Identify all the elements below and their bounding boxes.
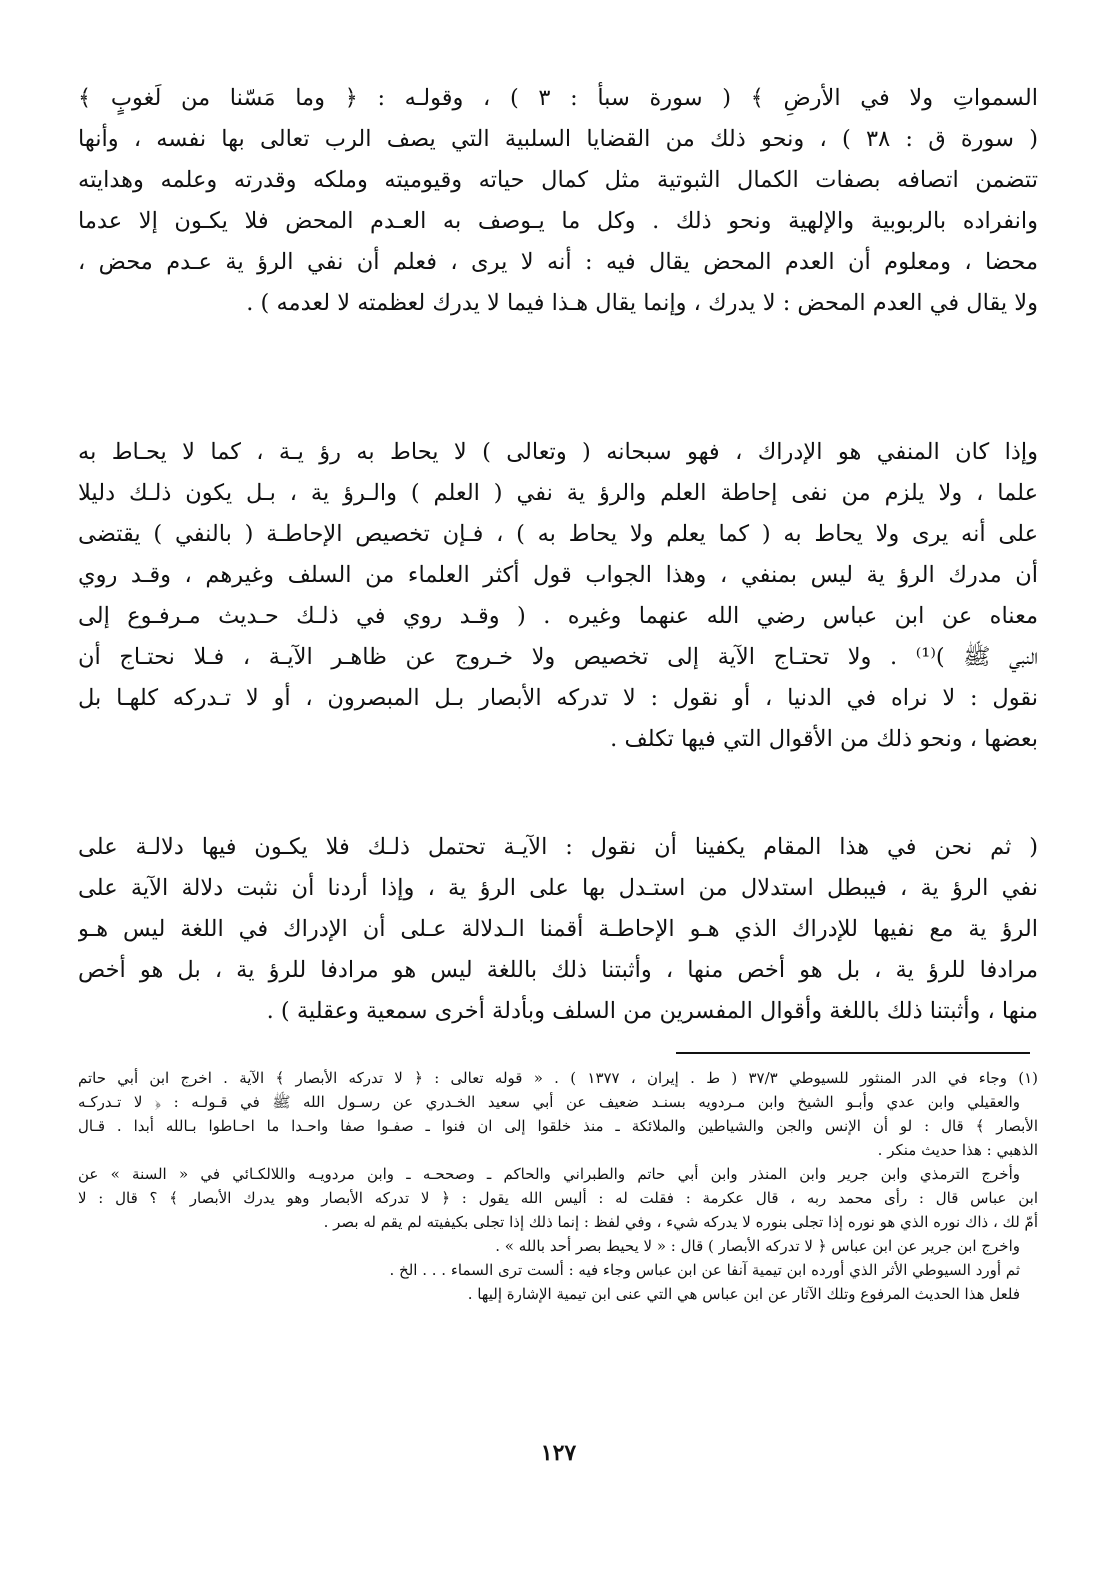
footnote-line: ثم أورد السيوطي الأثر الذي أورده ابن تيمية آنفا عن ابن عباس وجاء فيه : ألست ترى السماء . . . الخ . (389, 1261, 1020, 1279)
paragraph-3 (78, 827, 1038, 1032)
text-line: منها ، وأثبتنا ذلك باللغة وأقوال المفسرين من السلف وبأدلة أخرى سمعية وعقلية ) . (266, 998, 1038, 1024)
text-line: الرؤ ية مع نفيها للإدراك الذي هـو الإحاطـة أقمنا الـدلالة عـلى أن الإدراك في اللغة ليس هـو (78, 916, 1038, 942)
footnote-line: وأخرج الترمذي وابن جرير وابن المنذر وابن أبي حاتم والطبراني والحاكم ـ وصححـه ـ وابن مردويـه واللالكـائي في « السنة » عن (78, 1165, 1020, 1183)
footnote-line: أمّ لك ، ذاك نوره الذي هو نوره إذا تجلى بنوره لا يدركه شيء ، وفي لفظ : إنما ذلك إذا تجلى بكيفيته لم يقم له بصر . (323, 1213, 1038, 1231)
footnote-line: فلعل هذا الحديث المرفوع وتلك الآثار عن ابن عباس هي التي عنى ابن تيمية الإشارة إليها . (467, 1285, 1020, 1303)
footnote-line: الأبصار ﴾ قال : لو أن الإنس والجن والشياطين والملائكة ـ منذ خلقوا إلى ان فنوا ـ صفـوا صفا واحـدا ما احـاطوا بـالله أبدا . قـال (78, 1117, 1038, 1135)
text-line: السمواتِ ولا في الأرضِ ﴾ ( سورة سبأ : ٣ ) ، وقولـه : ﴿ وما مَسّنا من لَغوبٍ ﴾ (78, 85, 1038, 111)
footnote-line: واخرج ابن جرير عن ابن عباس ﴿ لا تدركه الأبصار ) قال : « لا يحيط بصر أحد بالله » . (495, 1237, 1020, 1255)
text-line: نفي الرؤ ية ، فيبطل استدلال من استـدل بها على الرؤ ية ، وإذا أردنا أن نثبت دلالة الآية على (78, 875, 1038, 901)
footnote-divider (676, 1052, 1030, 1054)
text-line: ولا يقال في العدم المحض : لا يدرك ، وإنما يقال هـذا فيما لا يدرك لعظمته لا لعدمه ) . (246, 290, 1038, 316)
footnotes (78, 1066, 1038, 1306)
text-line: أن مدرك الرؤ ية ليس بمنفي ، وهذا الجواب قول أكثر العلماء من السلف وغيرهم ، وقـد روي (78, 562, 1038, 588)
footnote-line: والعقيلي وابن عدي وأبـو الشيخ وابن مـردويه بسنـد ضعيف عن أبي سعيد الخـدري عن رسـول الله ﷺ في قـولـه : ﴿ لا تـدركـه (78, 1093, 1020, 1111)
page-number: ١٢٧ (540, 1440, 577, 1466)
text-line: النبي ﷺ )⁽¹⁾ . ولا تحتـاج الآية إلى تخصيص ولا خـروج عن ظاهـر الآيـة ، فـلا نحتـاج أن (78, 644, 1038, 670)
text-line: مرادفا للرؤ ية ، بل هو أخص منها ، وأثبتنا ذلك باللغة ليس هو مرادفا للرؤ ية ، بل هو أخص (78, 957, 1038, 983)
footnote-line: الذهبي : هذا حديث منكر . (877, 1141, 1038, 1159)
text-line: على أنه يرى ولا يحاط به ( كما يعلم ولا يحاط به ) ، فـإن تخصيص الإحاطـة ( بالنفي ) يقتضى (78, 521, 1038, 547)
text-line: محضا ، ومعلوم أن العدم المحض يقال فيه : أنه لا يرى ، فعلم أن نفي الرؤ ية عـدم محض ، (78, 249, 1038, 275)
footnote-line: (١) وجاء في الدر المنثور للسيوطي ٣٧/٣ ( ط . إيران ، ١٣٧٧ ) . « قوله تعالى : ﴿ لا تدركه الأبصار ﴾ الآية . اخرج ابن أبي حاتم (78, 1069, 1038, 1087)
footnote-line: ابن عباس قال : رأى محمد ربه ، قال عكرمة : فقلت له : أليس الله يقول : ﴿ لا تدركه الأبصار وهو يدرك الأبصار ﴾ ؟ قال : لا (78, 1189, 1038, 1207)
paragraph-2 (78, 432, 1038, 760)
text-line: علما ، ولا يلزم من نفى إحاطة العلم والرؤ ية نفي ( العلم ) والـرؤ ية ، بـل يكون ذلـك دليلا (78, 480, 1038, 506)
text-line: تتضمن اتصافه بصفات الكمال الثبوتية مثل كمال حياته وقيوميته وملكه وقدرته وعلمه وهدايته (78, 167, 1038, 193)
text-line: بعضها ، ونحو ذلك من الأقوال التي فيها تكلف . (610, 726, 1038, 752)
text-line: وإذا كان المنفي هو الإدراك ، فهو سبحانه ( وتعالى ) لا يحاط به رؤ يـة ، كما لا يحـاط به (78, 439, 1038, 465)
text-line: نقول : لا نراه في الدنيا ، أو نقول : لا تدركه الأبصار بـل المبصرون ، أو لا تـدركه كلهـا بل (78, 685, 1038, 711)
text-line: ( سورة ق : ٣٨ ) ، ونحو ذلك من القضايا السلبية التي يصف الرب تعالى بها نفسه ، وأنها (78, 126, 1038, 152)
text-line: معناه عن ابن عباس رضي الله عنهما وغيره . ( وقـد روي في ذلـك حـديث مـرفـوع إلى (78, 603, 1038, 629)
paragraph-1 (78, 78, 1038, 324)
text-line: وانفراده بالربوبية والإلهية ونحو ذلك . وكل ما يـوصف به العـدم المحض فلا يكـون إلا عدما (78, 208, 1038, 234)
text-line: ( ثم نحن في هذا المقام يكفينا أن نقول : الآيـة تحتمل ذلـك فلا يكـون فيها دلالـة على (78, 834, 1038, 860)
